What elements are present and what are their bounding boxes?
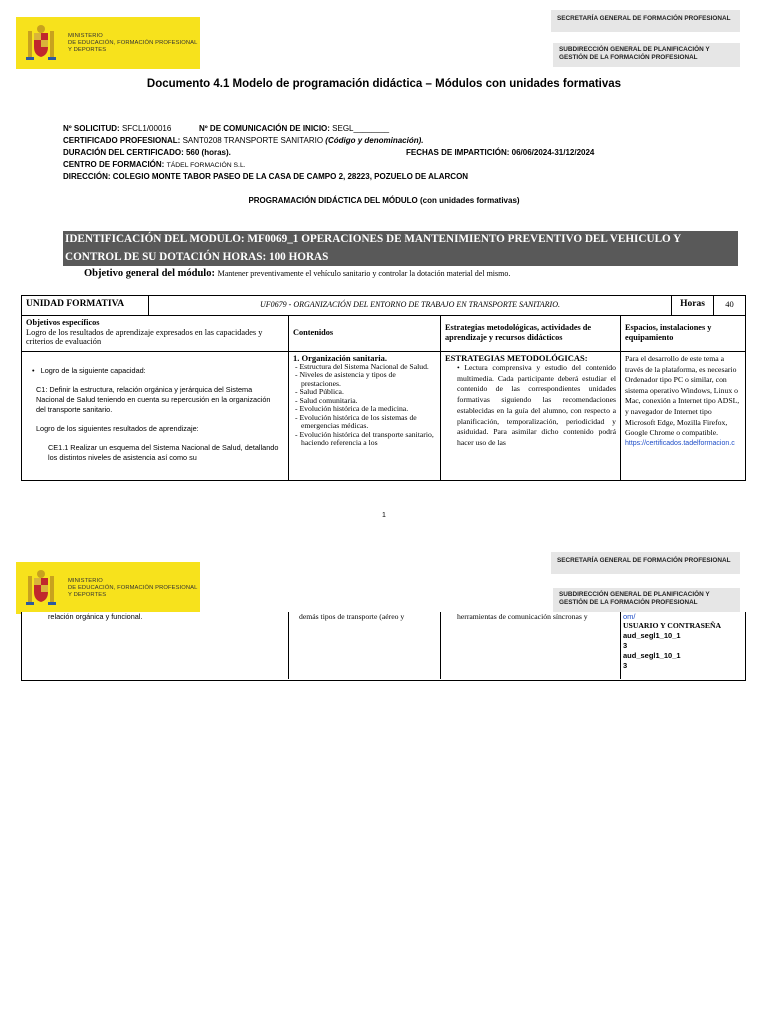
- credentials-password-suffix: 3: [623, 661, 628, 670]
- estrategias-text: • Lectura comprensiva y estudio del contenido multimedia. Cada participante deberá estudiar el contenido de las correspondientes unidades formativas siguiendo las recomendaciones establecidas en la guía del alumno, con respecto a planificación, temporalización, periodicidad y asiduidad. Para asimilar dicho contenido podrá hacer uso de las: [457, 363, 616, 447]
- contenidos-cell-continued: demás tipos de transporte (aéreo y: [289, 612, 441, 679]
- meta-comunicacion: Nº DE COMUNICACIÓN DE INICIO: SEGL________: [199, 124, 390, 133]
- coat-of-arms-icon: [24, 568, 58, 608]
- platform-link-continued[interactable]: om/: [623, 612, 636, 621]
- contenido-item: - Evolución histórica de la medicina.: [295, 404, 409, 413]
- ministry-name: MINISTERIO DE EDUCACIÓN, FORMACIÓN PROFESIONAL Y DEPORTES: [68, 577, 198, 598]
- module-identification: IDENTIFICACIÓN DEL MODULO: MF0069_1 OPERACIONES DE MANTENIMIENTO PREVENTIVO DEL VEHICULO Y CONTROL DE SU DOTACIÓN HORAS: 100 HORAS: [63, 231, 738, 266]
- document-title: Documento 4.1 Modelo de programación didáctica – Módulos con unidades formativas: [146, 78, 622, 90]
- header-espacios: Espacios, instalaciones y equipamiento: [621, 316, 745, 352]
- programming-table-continued: [21, 612, 746, 681]
- espacios-cell-continued: [621, 612, 745, 679]
- ministry-name: MINISTERIO DE EDUCACIÓN, FORMACIÓN PROFESIONAL Y DEPORTES: [68, 32, 198, 53]
- unit-name: UF0679 - ORGANIZACIÓN DEL ENTORNO DE TRABAJO EN TRANSPORTE SANITARIO.: [149, 296, 672, 316]
- capacidad-c1: C1: Definir la estructura, relación orgánica y jerárquica del Sistema Nacional de Salud teniendo en cuenta su repercusión en la organización del transporte sanitario.: [36, 385, 271, 414]
- header-estrategias: Estrategias metodológicas, actividades de aprendizaje y recursos didácticos: [441, 316, 621, 352]
- subdireccion-box-page2: SUBDIRECCIÓN GENERAL DE PLANIFICACIÓN Y GESTIÓN DE LA FORMACIÓN PROFESIONAL: [553, 588, 740, 612]
- credentials-user-suffix: 3: [623, 641, 628, 650]
- section-title: PROGRAMACIÓN DIDÁCTICA DEL MÓDULO (con unidades formativas): [248, 196, 520, 205]
- header-objetivos: Objetivos específicos Logro de los resultados de aprendizaje expresados en las capacidades y criterios de evaluación: [22, 316, 289, 352]
- contenidos-cell: [289, 352, 441, 480]
- contenido-item: - Evolución histórica de los sistemas de emergencias médicas.: [295, 412, 417, 430]
- meta-duracion: DURACIÓN DEL CERTIFICADO: 560 (horas).: [63, 148, 231, 157]
- unit-hours-value: 40: [714, 296, 745, 316]
- header-contenidos: Contenidos: [289, 316, 441, 352]
- contenido-item: - Salud comunitaria.: [295, 395, 358, 405]
- contenido-item: - Evolución histórica del transporte sanitario, haciendo referencia a los: [295, 429, 434, 447]
- meta-certificado: CERTIFICADO PROFESIONAL: SANT0208 TRANSPORTE SANITARIO (Código y denominación).: [63, 136, 424, 145]
- unit-hours-label: Horas: [672, 296, 714, 316]
- estrategias-cell: [441, 352, 621, 480]
- objetivos-cell: [22, 352, 289, 480]
- page-number: 1: [382, 512, 386, 519]
- credentials-label: USUARIO Y CONTRASEÑA: [623, 621, 722, 630]
- contenido-item: - Niveles de asistencia y tipos de prestaciones.: [295, 370, 396, 388]
- contenido-title: 1. Organización sanitaria.: [293, 353, 387, 363]
- meta-fechas: FECHAS DE IMPARTICIÓN: 06/06/2024-31/12/2024: [406, 148, 595, 157]
- unit-label: UNIDAD FORMATIVA: [22, 296, 149, 316]
- ministry-logo-page2: [16, 562, 200, 614]
- espacios-cell: [621, 352, 745, 480]
- programming-table: [21, 295, 746, 481]
- platform-link[interactable]: https://certificados.tadelformacion.c: [625, 439, 735, 447]
- objetivos-cell-continued: relación orgánica y funcional.: [22, 612, 289, 679]
- contenido-item: - Estructura del Sistema Nacional de Salud.: [295, 361, 429, 371]
- estrategias-cell-continued: herramientas de comunicación síncronas y: [441, 612, 621, 679]
- meta-direccion: DIRECCIÓN: COLEGIO MONTE TABOR PASEO DE LA CASA DE CAMPO 2, 28223, POZUELO DE ALARCON: [63, 172, 469, 181]
- module-objective: Objetivo general del módulo: Mantener preventivamente el vehículo sanitario y controlar la dotación material del mismo.: [84, 268, 511, 279]
- secretaria-box: SECRETARÍA GENERAL DE FORMACIÓN PROFESIONAL: [551, 10, 740, 32]
- resultados-label: Logro de los siguientes resultados de aprendizaje:: [36, 424, 199, 433]
- ministry-logo: [16, 17, 200, 69]
- espacios-text: Para el desarrollo de este tema a través de la plataforma, es necesario Ordenador tipo PC o similar, con sistema operativo Windows, Linux o Mac, conexión a Internet tipo ADSL, y navegador de Internet tipo Microsoft Edge, Mozilla Firefox, Google Chrome o compatible.: [625, 354, 740, 438]
- contenido-item: - Salud Pública.: [295, 387, 344, 396]
- estrategias-title: ESTRATEGIAS METODOLÓGICAS:: [445, 353, 588, 363]
- credentials-password: aud_segl1_10_1: [623, 651, 681, 660]
- criterio-ce1-1: CE1.1 Realizar un esquema del Sistema Nacional de Salud, detallando los distintos niveles de asistencia así como su: [48, 443, 279, 462]
- credentials-user: aud_segl1_10_1: [623, 631, 681, 640]
- coat-of-arms-icon: [24, 23, 58, 63]
- secretaria-box-page2: SECRETARÍA GENERAL DE FORMACIÓN PROFESIONAL: [551, 552, 740, 574]
- capacidad-bullet: • Logro de la siguiente capacidad:: [32, 366, 146, 375]
- meta-centro: CENTRO DE FORMACIÓN: TÁDEL FORMACIÓN S.L.: [63, 160, 246, 169]
- meta-solicitud: Nº SOLICITUD: SFCL1/00016: [63, 124, 172, 133]
- subdireccion-box: SUBDIRECCIÓN GENERAL DE PLANIFICACIÓN Y GESTIÓN DE LA FORMACIÓN PROFESIONAL: [553, 43, 740, 67]
